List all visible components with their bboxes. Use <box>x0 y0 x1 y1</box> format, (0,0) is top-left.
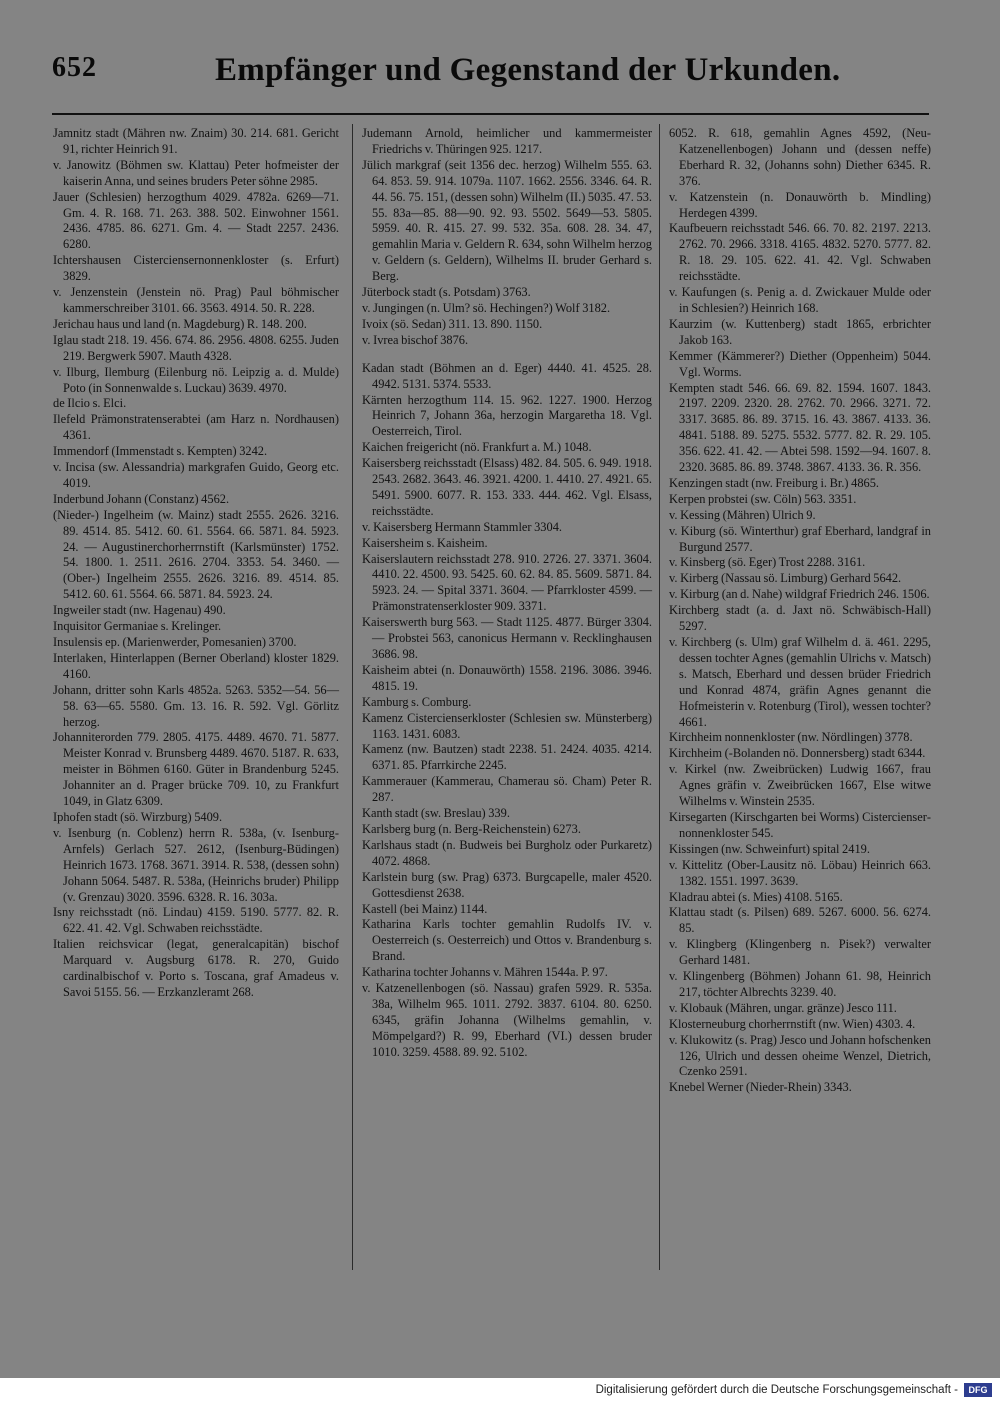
page-title: Empfänger und Gegenstand der Urkunden. <box>215 52 841 88</box>
index-entry: Iphofen stadt (sö. Wirzburg) 5409. <box>53 809 223 824</box>
index-entry: v. Kirberg (Nassau sö. Limburg) Gerhard 5642. <box>669 571 902 586</box>
index-entry: Kirsegarten (Kirschgarten bei Worms) Cisterciensernonnenkloster 545. <box>669 809 931 840</box>
index-entry: v. Kirkel (nw. Zweibrücken) Ludwig 1667, frau Agnes gräfin v. Zweibrücken 1667, Else witwe Wilhelms v. Winstein 2535. <box>669 762 931 809</box>
index-entry: v. Klobauk (Mähren, ungar. gränze) Jesco 111. <box>669 1000 897 1015</box>
index-entry: Jauer (Schlesien) herzogthum 4029. 4782a. 6269—71. Gm. 4. R. 168. 71. 263. 388. 502. Einwohner 1561. 2436. 4785. 86. 6271. Gm. 4. — Stadt 2257. 2436. 6280. <box>53 189 339 252</box>
index-entry: v. Kaufungen (s. Penig a. d. Zwickauer Mulde oder in Schlesien?) Heinrich 168. <box>669 285 931 315</box>
index-entry: v. Kirburg (an d. Nahe) wildgraf Friedrich 246. 1506. <box>669 587 930 602</box>
index-entry: Kamenz (nw. Bautzen) stadt 2238. 51. 2424. 4035. 4214. 6371. 85. Pfarrkirche 2245. <box>362 742 652 773</box>
index-entry: Kirchheim (-Bolanden nö. Donnersberg) stadt 6344. <box>669 746 926 761</box>
index-entry: Immendorf (Immenstadt s. Kempten) 3242. <box>53 444 268 459</box>
index-entry: v. Klingberg (Klingenberg n. Pisek?) verwalter Gerhard 1481. <box>669 937 931 968</box>
index-entry: v. Kiburg (sö. Winterthur) graf Eberhard, landgraf in Burgund 2577. <box>669 523 931 554</box>
index-entry: Klosterneuburg chorherrnstift (nw. Wien) 4303. 4. <box>669 1016 916 1031</box>
index-entry: Ivoix (sö. Sedan) 311. 13. 890. 1150. <box>362 316 543 331</box>
index-entry: v. Katzenstein (n. Donauwörth b. Mindling) Herdegen 4399. <box>669 189 931 220</box>
index-column-1 <box>53 126 339 1001</box>
page-number: 652 <box>52 52 97 83</box>
index-entry: Kissingen (nw. Schweinfurt) spital 2419. <box>669 841 870 856</box>
index-entry: Karlsberg burg (n. Berg-Reichenstein) 6273. <box>362 821 581 836</box>
index-entry: Johanniterorden 779. 2805. 4175. 4489. 4670. 71. 5877. Meister Konrad v. Brunsberg 4489. 4670. 5187. R. 633, meister in Böhmen 6160. Güter in Brandenburg 5245. Johanniter an d. Prager brücke 709. 10, zu Frankfurt 1049, in Glatz 6309. <box>53 730 339 809</box>
index-entry: Knebel Werner (Nieder-Rhein) 3343. <box>669 1080 852 1095</box>
index-entry: v. Kirchberg (s. Ulm) graf Wilhelm d. ä. 461. 2295, dessen tochter Agnes (gemahlin Ulrichs v. Matsch) s. Matsch, Eberhard und dessen brüder Friedrich und Konrad 4874, gräfin Agnes genannt die Hofmeisterin v. Rotenburg (Tirol), wessen tochter? 4661. <box>669 635 931 729</box>
index-entry: Katharina Karls tochter gemahlin Rudolfs IV. v. Oesterreich (s. Oesterreich) und Ottos v. Brandenburg s. Brand. <box>362 917 652 964</box>
index-entry: Judemann Arnold, heimlicher und kammermeister Friedrichs v. Thüringen 925. 1217. <box>362 126 652 156</box>
index-entry: Isny reichsstadt (nö. Lindau) 4159. 5190. 5777. 82. R. 622. 41. 42. Vgl. Schwaben reichsstädte. <box>53 905 339 936</box>
index-entry: Ilefeld Prämonstratenserabtei (am Harz n. Nordhausen) 4361. <box>53 412 339 443</box>
index-entry: v. Jungingen (n. Ulm? sö. Hechingen?) Wolf 3182. <box>362 300 611 315</box>
index-entry: v. Katzenellenbogen (sö. Nassau) grafen 5929. R. 535a. 38a, Wilhelm 965. 1011. 2792. 3837. 6104. 80. 6250. 6345, gräfin Johanna (Wilhelms gemahlin, v. Mömpelgard?) R. 99, Eberhard (VI.) dessen bruder 1010. 3259. 4588. 89. 92. 5102. <box>362 981 652 1059</box>
funding-credit: Digitalisierung gefördert durch die Deutsche Forschungsgemeinschaft - <box>595 1384 958 1396</box>
index-entry: v. Ilburg, Ilemburg (Eilenburg nö. Leipzig a. d. Mulde) Poto (in Sonnenwalde s. Luckau) 3639. 4970. <box>53 364 339 395</box>
index-entry: Insulensis ep. (Marienwerder, Pomesanien) 3700. <box>53 635 297 649</box>
index-entry: Kärnten herzogthum 114. 15. 962. 1227. 1900. Herzog Heinrich 7, Johann 36a, herzogin Margaretha 18. Vgl. Oesterreich, Tirol. <box>362 392 652 439</box>
index-entry: Kerpen probstei (sw. Cöln) 563. 3351. <box>669 491 857 506</box>
dfg-logo: DFG <box>964 1383 992 1397</box>
index-entry: Kaurzim (w. Kuttenberg) stadt 1865, erbrichter Jakob 163. <box>669 316 931 347</box>
index-entry: v. Incisa (sw. Alessandria) markgrafen Guido, Georg etc. 4019. <box>53 460 339 490</box>
index-entry: v. Kittelitz (Ober-Lausitz nö. Löbau) Heinrich 663. 1382. 1551. 1997. 3639. <box>669 857 931 888</box>
index-entry: Kanth stadt (sw. Breslau) 339. <box>362 806 510 821</box>
index-entry: Kenzingen stadt (nw. Freiburg i. Br.) 4865. <box>669 475 880 490</box>
index-entry: v. Janowitz (Böhmen sw. Klattau) Peter hofmeister der kaiserin Anna, und seines bruders Peter söhne 2985. <box>53 157 339 188</box>
index-entry: v. Klukowitz (s. Prag) Jesco und Johann hofschenken 126, Ulrich und dessen oheime Wenzel, Dietrich, Czenko 2591. <box>669 1032 931 1079</box>
index-entry: Kaiserswerth burg 563. — Stadt 1125. 4877. Bürger 3304. — Probstei 563, canonicus Hermann v. Recklinghausen 3686. 98. <box>362 615 652 661</box>
footer <box>0 1378 1000 1402</box>
column-divider <box>659 124 660 1270</box>
index-entry: Italien reichsvicar (legat, generalcapitän) bischof Marquard v. Augsburg 6178. R. 270, Guido cardinalbischof v. Porto s. Toscana, graf Amadeus v. Savoi 5155. 56. — Erzkanzleramt 268. <box>53 937 339 999</box>
index-entry: Katharina tochter Johanns v. Mähren 1544a. P. 97. <box>362 965 608 980</box>
index-entry: Iglau stadt 218. 19. 456. 674. 86. 2956. 4808. 6255. Juden 219. Bergwerk 5907. Mauth 4328. <box>53 332 339 363</box>
index-entry: Karlshaus stadt (n. Budweis bei Burgholz oder Purkaretz) 4072. 4868. <box>362 837 652 868</box>
index-entry: Kempten stadt 546. 66. 69. 82. 1594. 1607. 1843. 2197. 2209. 2320. 28. 2762. 70. 2966. 3271. 72. 3317. 3685. 86. 89. 3715. 16. 43. 3867. 4133. 36. 4841. 5188. 89. 5275. 5532. 5777. 82. R. 29. 105. 356. 622. 41. 42. — Abtei 598. 1592—94. 1607. 8. 2320. 3685. 86. 89. 3748. 3867. 4133. 36. R. 356. <box>669 380 931 475</box>
index-entry: Kammerauer (Kammerau, Chamerau sö. Cham) Peter R. 287. <box>362 774 652 805</box>
index-column-3 <box>669 126 931 1096</box>
column-divider <box>352 124 353 1270</box>
index-entry: Kladrau abtei (s. Mies) 4108. 5165. <box>669 889 843 904</box>
index-entry: v. Ivrea bischof 3876. <box>362 332 469 347</box>
index-entry: Kirchheim nonnenkloster (nw. Nördlingen) 3778. <box>669 730 913 745</box>
index-entry: Kadan stadt (Böhmen an d. Eger) 4440. 41. 4525. 28. 4942. 5131. 5374. 5533. <box>362 360 652 391</box>
index-entry: Kastell (bei Mainz) 1144. <box>362 901 488 916</box>
index-entry: Kaiserslautern reichsstadt 278. 910. 2726. 27. 3371. 3604. 4410. 22. 4500. 93. 5425. 60. 62. 84. 85. 5609. 5871. 84. 5923. 24. — Spital 3371. 3604. — Pfarrkloster 4599. — Prämonstratenserkloster 909. 3371. <box>362 551 652 614</box>
index-entry: v. Kaisersberg Hermann Stammler 3304. <box>362 519 562 534</box>
index-entry: Johann, dritter sohn Karls 4852a. 5263. 5352—54. 56—58. 63—65. 5580. Gm. 13. 16. R. 592. Vgl. Görlitz herzog. <box>53 682 339 729</box>
index-column-2 <box>362 126 652 1061</box>
index-entry: Inquisitor Germaniae s. Krelinger. <box>53 619 222 634</box>
index-entry: Jerichau haus und land (n. Magdeburg) R. 148. 200. <box>53 316 307 331</box>
index-entry: Kaisheim abtei (n. Donauwörth) 1558. 2196. 3086. 3946. 4815. 19. <box>362 662 652 693</box>
index-entry: Kaichen freigericht (nö. Frankfurt a. M.) 1048. <box>362 440 592 455</box>
index-entry: Interlaken, Hinterlappen (Berner Oberland) kloster 1829. 4160. <box>53 650 339 681</box>
index-entry: Ingweiler stadt (nw. Hagenau) 490. <box>53 603 226 618</box>
index-entry: v. Kessing (Mähren) Ulrich 9. <box>669 507 816 522</box>
index-entry: v. Isenburg (n. Coblenz) herrn R. 538a, (v. Isenburg-Arnfels) Gerlach 527. 2612, (Isenburg-Büdingen) Heinrich 1673. 1768. 3671. 3914. R. 538, (dessen sohn) Johann 5064. 5487. R. 538a, (Heinrichs bruder) Philipp (v. Grenzau) 3020. 3596. 6328. R. 16. 303a. <box>53 825 339 904</box>
index-entry: Kirchberg stadt (a. d. Jaxt nö. Schwäbisch-Hall) 5297. <box>669 603 931 634</box>
index-entry: v. Klingenberg (Böhmen) Johann 61. 98, Heinrich 217, töchter Albrechts 3239. 40. <box>669 969 931 999</box>
index-entry: v. Jenzenstein (Jenstein nö. Prag) Paul böhmischer kammerschreiber 3101. 66. 3563. 4914. 50. R. 228. <box>53 285 339 315</box>
index-entry: Kaisersberg reichsstadt (Elsass) 482. 84. 505. 6. 949. 1918. 2543. 2682. 3643. 46. 3921. 4200. 1. 4410. 27. 4921. 65. 5491. 5900. 6077. R. 153. 333. 444. 462. Vgl. Elsass, reichsstädte. <box>362 456 652 518</box>
index-entry: Karlstein burg (sw. Prag) 6373. Burgcapelle, maler 4520. Gottesdienst 2638. <box>362 869 652 900</box>
index-entry: (Nieder-) Ingelheim (w. Mainz) stadt 2555. 2626. 3216. 89. 4514. 85. 5412. 60. 61. 5564. 66. 5871. 84. 5923. 24. — Augustinerchorherrnstift (Karlsmünster) 1752. 54. 1800. 1. 2511. 2616. 2704. 3353. 54. 3460. — (Ober-) Ingelheim 2555. 2626. 3216. 89. 4514. 85. 5412. 60. 61. 5564. 66. 5871. 84. 5923. 24. <box>53 507 339 602</box>
index-entry: Kaufbeuern reichsstadt 546. 66. 70. 82. 2197. 2213. 2762. 70. 2966. 3318. 4165. 4832. 5270. 5777. 82. R. 18. 29. 105. 622. 41. 42. Vgl. Schwaben reichsstädte. <box>669 221 931 284</box>
index-entry: 6052. R. 618, gemahlin Agnes 4592, (Neu-Katzenellenbogen) Johann und (dessen neffe) Eberhard R. 32, (Johanns sohn) Diether 6345. R. 376. <box>669 126 931 188</box>
index-entry: Klattau stadt (s. Pilsen) 689. 5267. 6000. 56. 6274. 85. <box>669 905 931 936</box>
title-rule <box>52 113 929 115</box>
index-entry: Kemmer (Kämmerer?) Diether (Oppenheim) 5044. Vgl. Worms. <box>669 348 931 379</box>
index-entry: de Ilcio s. Elci. <box>53 396 127 411</box>
index-entry: Jamnitz stadt (Mähren nw. Znaim) 30. 214. 681. Gericht 91, richter Heinrich 91. <box>53 126 339 156</box>
index-entry: Kaisersheim s. Kaisheim. <box>362 535 488 550</box>
index-entry: Jülich markgraf (seit 1356 dec. herzog) Wilhelm 555. 63. 64. 853. 59. 914. 1079a. 1107. 1662. 2556. 3346. 64. R. 44. 56. 75. 151, (dessen sohn) Wilhelm (II.) 5035. 47. 53. 55. 83a—85. 88—90. 92. 93. 5502. 5649—53. 5805. 5959. 40. R. 415. 27. 99. 532. 35a. 608. 28. 34. 47, gemahlin Maria v. Geldern R. 634, sohn Wilhelm herzog v. Geldern (s. Geldern), Wilhelms II. bruder Gerhard s. Berg. <box>362 157 652 284</box>
index-entry: Kamenz Cistercienserkloster (Schlesien sw. Münsterberg) 1163. 1431. 6083. <box>362 710 652 741</box>
index-entry: Kamburg s. Comburg. <box>362 694 472 709</box>
index-entry: Jüterbock stadt (s. Potsdam) 3763. <box>362 285 531 300</box>
index-entry: Ichtershausen Cisterciensernonnenkloster (s. Erfurt) 3829. <box>53 253 339 284</box>
index-entry: Inderbund Johann (Constanz) 4562. <box>53 491 230 506</box>
index-entry: v. Kinsberg (sö. Eger) Trost 2288. 3161. <box>669 555 866 570</box>
